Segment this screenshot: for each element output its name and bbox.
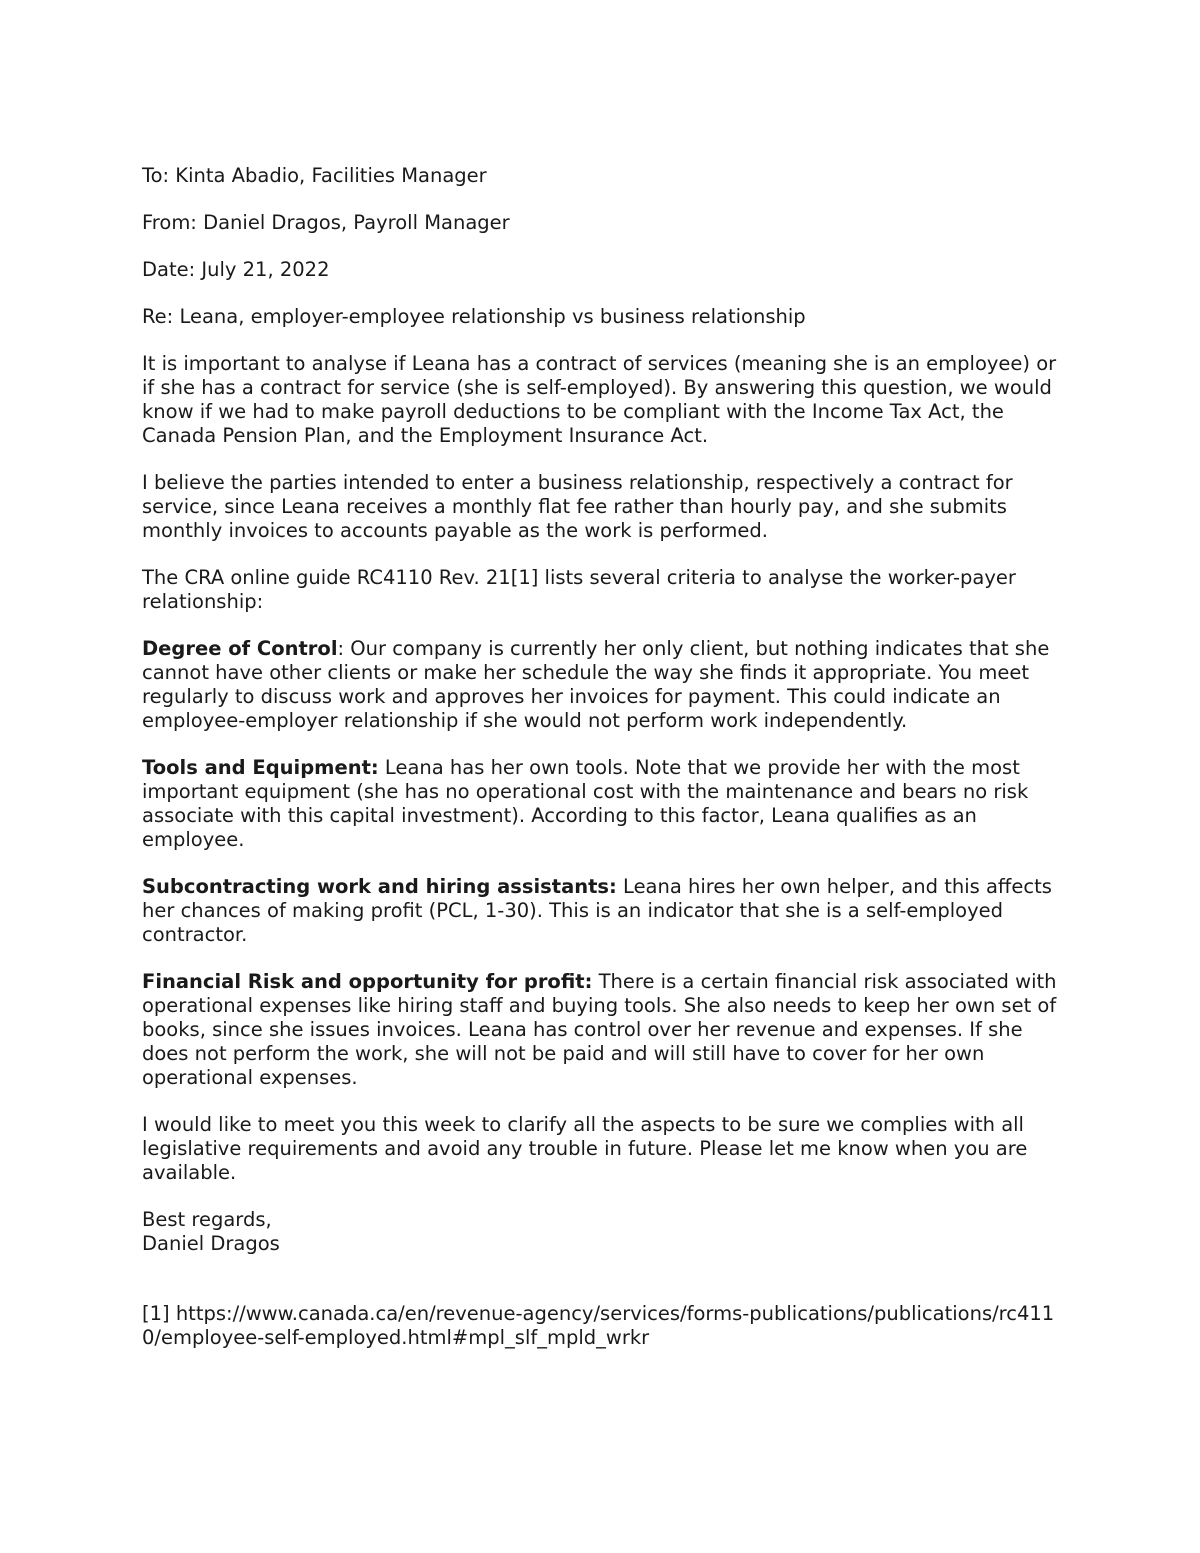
degree-of-control-paragraph bbox=[142, 637, 1062, 733]
cra-guide-paragraph: The CRA online guide RC4110 Rev. 21[1] lists several criteria to analyse the worker-payer relationship: bbox=[142, 566, 1016, 613]
footnote-url: https://www.canada.ca/en/revenue-agency/services/forms-publications/publications/rc4110/employee-self-employed.html#mpl_slf_mpld_wrkr bbox=[142, 1302, 1055, 1349]
spacer bbox=[142, 1256, 1062, 1302]
footnote-marker: [1] bbox=[142, 1302, 176, 1325]
subcontracting-heading: Subcontracting work and hiring assistants: bbox=[142, 875, 617, 898]
footnote bbox=[142, 1302, 1062, 1350]
memo-to-line: To: Kinta Abadio, Facilities Manager bbox=[142, 164, 487, 187]
financial-risk-heading: Financial Risk and opportunity for profit: bbox=[142, 970, 593, 993]
signoff-regards: Best regards, bbox=[142, 1208, 272, 1231]
memo-from-line: From: Daniel Dragos, Payroll Manager bbox=[142, 211, 510, 234]
tools-equipment-text: Leana has her own tools. Note that we provide her with the most important equipment (she has no operational cost with the maintenance and bears no risk associate with this capital investment). According to this factor, Leana qualifies as an employee. bbox=[142, 756, 1029, 851]
subcontracting-text: Leana hires her own helper, and this affects her chances of making profit (PCL, 1-30). This is an indicator that she is a self-employed contractor. bbox=[142, 875, 1052, 946]
signoff-name: Daniel Dragos bbox=[142, 1232, 280, 1255]
degree-of-control-text: : Our company is currently her only client, but nothing indicates that she cannot have other clients or make her schedule the way she finds it appropriate. You meet regularly to discuss work and approves her invoices for payment. This could indicate an employee-employer relationship if she would not perform work independently. bbox=[142, 637, 1050, 732]
closing-paragraph: I would like to meet you this week to clarify all the aspects to be sure we complies with all legislative requirements and avoid any trouble in future. Please let me know when you are available. bbox=[142, 1113, 1028, 1184]
tools-equipment-heading: Tools and Equipment: bbox=[142, 756, 379, 779]
memo-date-line: Date: July 21, 2022 bbox=[142, 258, 330, 281]
financial-risk-text: There is a certain financial risk associated with operational expenses like hiring staff and buying tools. She also needs to keep her own set of books, since she issues invoices. Leana has control over her revenue and expenses. If she does not perform the work, she will not be paid and will still have to cover for her own operational expenses. bbox=[142, 970, 1057, 1089]
memo-subject-line: Re: Leana, employer-employee relationship vs business relationship bbox=[142, 305, 806, 328]
intro-paragraph: It is important to analyse if Leana has a contract of services (meaning she is an employee) or if she has a contract for service (she is self-employed). By answering this question, we would know if we had to make payroll deductions to be compliant with the Income Tax Act, the Canada Pension Plan, and the Employment Insurance Act. bbox=[142, 352, 1057, 447]
memo-document bbox=[142, 164, 1062, 1350]
tools-equipment-paragraph bbox=[142, 756, 1062, 852]
belief-paragraph: I believe the parties intended to enter a business relationship, respectively a contract for service, since Leana receives a monthly flat fee rather than hourly pay, and she submits monthly invoices to accounts payable as the work is performed. bbox=[142, 471, 1013, 542]
subcontracting-paragraph bbox=[142, 875, 1062, 947]
degree-of-control-heading: Degree of Control bbox=[142, 637, 338, 660]
financial-risk-paragraph bbox=[142, 970, 1062, 1090]
